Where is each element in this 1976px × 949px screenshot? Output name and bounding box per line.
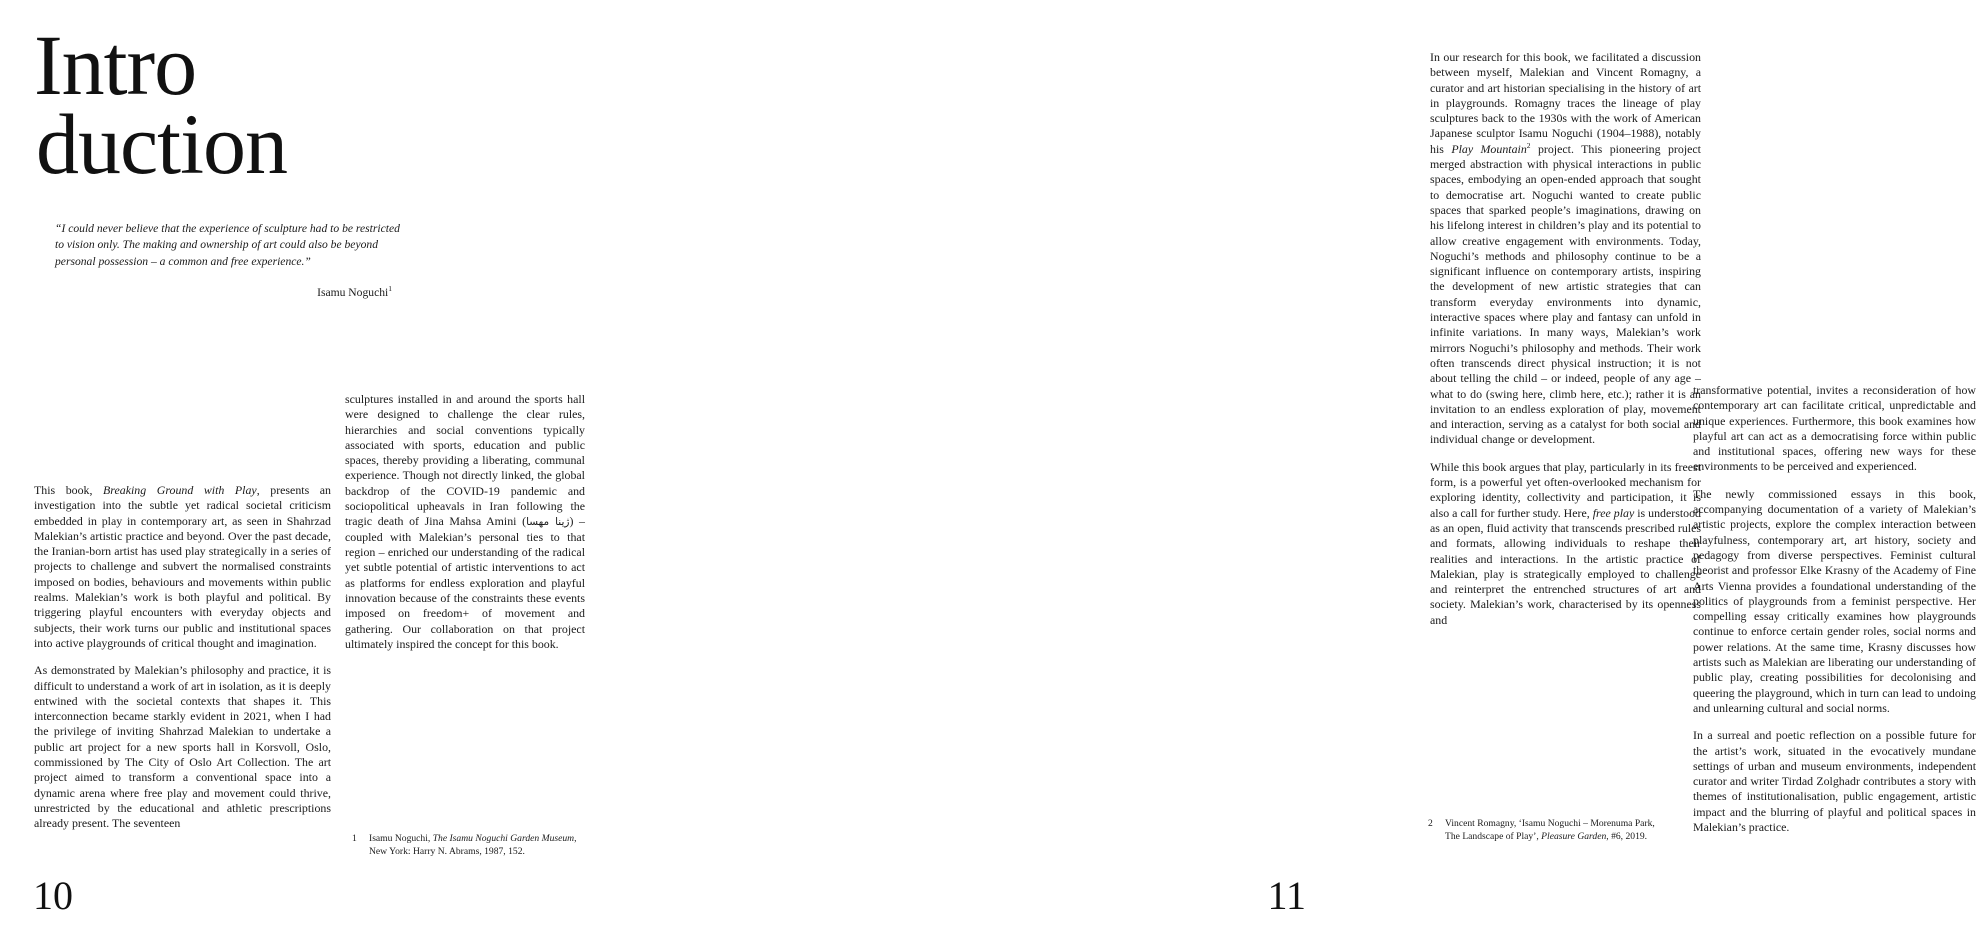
page-title bbox=[34, 17, 287, 193]
page-number-right: 11 bbox=[1267, 873, 1306, 918]
persian-name: ژینا مهسا bbox=[526, 516, 570, 529]
footnote-text bbox=[369, 833, 579, 859]
footnote-marker: 2 bbox=[1526, 140, 1531, 150]
text-run: This book, bbox=[34, 483, 104, 497]
footnote-number: 2 bbox=[1428, 818, 1433, 829]
paragraph: In a surreal and poetic reflection on a possible future for the artist’s work, situated in the evocatively mundane settings of urban and museum environments, independent curator and writer Tirdad Zolghadr contributes a story with themes of institutionalisation, public engagement, artistic impact and the blurring of playful and political spaces in Malekian’s practice. bbox=[1693, 728, 1976, 835]
footnote-2 bbox=[1428, 818, 1655, 844]
footnote-text bbox=[1445, 818, 1655, 844]
paragraph: transformative potential, invites a reconsideration of how contemporary art can facilitate critical, unpredictable and unique experiences. Furthermore, this book examines how playful art can act as a democratising force within public and institutional spaces, offering new ways for these environments to be perceived and experienced. bbox=[1693, 383, 1976, 474]
paragraph bbox=[1430, 460, 1701, 628]
text-run: ) – coupled with Malekian’s personal ties to that region – enriched our understanding of the radical yet subtle potential of artistic interventions to act as platforms for endless exploration and playful innovation because of the constraints these events imposed on freedom+ of movement and gathering. Our collaboration on that project ultimately inspired the concept for this book. bbox=[345, 514, 585, 651]
term-italic: free play bbox=[1592, 505, 1635, 520]
right-page bbox=[671, 0, 1976, 949]
page-number-left: 10 bbox=[33, 873, 73, 918]
book-title-italic: Breaking Ground with Play bbox=[103, 483, 257, 497]
epigraph-attribution-name: Isamu Noguchi bbox=[317, 285, 389, 299]
page-title-line2: duction bbox=[36, 96, 287, 193]
text-run: Vincent Romagny, ‘Isamu Noguchi – Morenuma Park, The Landscape of Play’, bbox=[1445, 818, 1655, 842]
left-column-2 bbox=[345, 392, 585, 652]
epigraph-quote: “I could never believe that the experience of sculpture had to be restricted to vision only. The making and ownership of art could also be beyond personal possession – a common and free experience.” bbox=[55, 222, 400, 268]
text-run: project. This pioneering project merged abstraction with physical interactions in public spaces, embodying an open-ended approach that sought to democratise art. Noguchi wanted to create public spaces that sparked people’s imaginations, drawing on his lifelong interest in children’s play and its potential to allow creative engagement with environments. Today, Noguchi’s methods and philosophy continue to be a significant influence on contemporary artists, inspiring the development of new artistic strategies that can transform everyday environments into dynamic, interactive spaces where play and fantasy can unfold in infinite variations. In many ways, Malekian’s work mirrors Noguchi’s philosophy and methods. Their work often transcends direct physical instruction; it is not about telling the child – or indeed, people of any age – what to do (swing here, climb here, etc.); rather it is an invitation to an endless exploration of play, movement and interaction, serving as a catalyst for both social and individual change or development. bbox=[1430, 141, 1701, 447]
text-run: sculptures installed in and around the sports hall were designed to challenge the clear rules, hierarchies and social conventions typically associated with sports, education and public spaces, thereby providing a liberating, communal experience. Though not directly linked, the global backdrop of the COVID-19 pandemic and sociopolitical upheavals in Iran following the tragic death of Jina Mahsa Amini ( bbox=[345, 392, 585, 529]
left-page bbox=[0, 0, 671, 949]
epigraph-attribution bbox=[55, 284, 392, 301]
text-run: , New York: Harry N. Abrams, 1987, 152. bbox=[369, 833, 577, 857]
left-column-1 bbox=[34, 483, 331, 832]
footnote-number: 1 bbox=[352, 833, 357, 844]
page-title-line1: Intro bbox=[34, 17, 197, 113]
epigraph-attribution-note: 1 bbox=[388, 284, 392, 293]
paragraph bbox=[1430, 50, 1701, 448]
right-column-2 bbox=[1693, 383, 1976, 835]
text-run: Isamu Noguchi, bbox=[369, 833, 433, 844]
artwork-title-italic: Play Mountain bbox=[1451, 141, 1527, 156]
text-run: , #6, 2019. bbox=[1606, 830, 1648, 842]
text-run: is understood as an open, fluid activity that transcends prescribed rules and formats, allowing individuals to reshape their realities and interactions. In the artistic practice of Malekian, play is strategically employed to challenge and reinterpret the entrenched structures of art and society. Malekian’s work, characterised by its openness and bbox=[1430, 505, 1702, 627]
paragraph: The newly commissioned essays in this book, accompanying documentation of a variety of Malekian’s artistic projects, explore the complex interaction between playfulness, contemporary art, art history, society and pedagogy from diverse perspectives. Feminist cultural theorist and professor Elke Krasny of the Academy of Fine Arts Vienna provides a foundational understanding of the politics of playgrounds from a feminist perspective. Her compelling essay critically examines how playgrounds continue to enforce certain gender roles, social norms and power relations. At the same time, Krasny discusses how artists such as Malekian are liberating our understanding of public play, creating possibilities for decolonising and queering the playground, which in turn can lead to undoing and unlearning cultural and social norms. bbox=[1693, 486, 1976, 715]
paragraph bbox=[345, 392, 585, 652]
paragraph bbox=[34, 483, 331, 651]
footnote-1 bbox=[352, 833, 579, 859]
text-run: , presents an investigation into the subtle yet radical societal criticism embedded in play in contemporary art, as seen in Shahrzad Malekian’s artistic practice and beyond. Over the past decade, the Iranian-born artist has used play strategically in a series of projects to challenge and subvert the normalised constraints imposed on bodies, behaviours and movements within public realms. Malekian’s work is both playful and political. By triggering playful encounters with everyday objects and subjects, their work turns our public and institutional spaces into active playgrounds of critical thought and imagination. bbox=[34, 483, 331, 650]
footnote-title-italic: Pleasure Garden bbox=[1541, 830, 1607, 842]
paragraph: As demonstrated by Malekian’s philosophy and practice, it is difficult to understand a work of art in isolation, as it is deeply entwined with the societal contexts that shapes it. This interconnection became starkly evident in 2021, when I had the privilege of inviting Shahrzad Malekian to undertake a public art project for a new sports hall in Korsvoll, Oslo, commissioned by The City of Oslo Art Collection. The art project aimed to transform a conventional space into a dynamic arena where free play and movement could thrive, unrestricted by the educational and athletic prescriptions already present. The seventeen bbox=[34, 663, 331, 831]
text-run: In our research for this book, we facilitated a discussion between myself, Malekian and Vincent Romagny, a curator and art historian specialising in the history of art in playgrounds. Romagny traces the lineage of play sculptures back to the 1930s with the work of American Japanese sculptor Isamu Noguchi (1904–1988), notably his bbox=[1430, 50, 1701, 156]
text-run: While this book argues that play, particularly in its freest form, is a powerful yet often-overlooked mechanism for exploring identity, collectivity and participation, it is also a call for further study. Here, bbox=[1430, 459, 1701, 520]
footnote-title-italic: The Isamu Noguchi Garden Museum bbox=[432, 833, 575, 844]
right-column-1 bbox=[1430, 50, 1701, 628]
